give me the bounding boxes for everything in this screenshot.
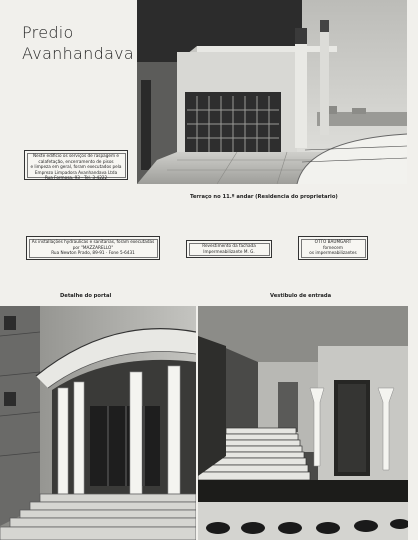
plumbing-ad-line: Rua Newton Prado, 89-91 · Fone 5-6431 — [51, 250, 135, 256]
terrace-caption: Terraço no 11.º andar (Residencia do proprietario) — [190, 194, 338, 200]
plumbing-ad-line: por "MAZZARELLO" — [72, 244, 114, 250]
terrace-photo — [137, 0, 407, 184]
cleaning-ad-line: Neste edificio os serviços de raspagem e — [33, 153, 119, 158]
facade-ad-line: Impermeabilizante M. G. — [203, 248, 255, 254]
title-line-2: Avanhandava — [22, 44, 135, 63]
cleaning-ad-line: Emprezo Limpadora Avanhandava Ltda — [34, 169, 118, 175]
otto-ad-line: os impermeabilizantes — [309, 250, 357, 256]
cleaning-ad-box — [24, 150, 128, 180]
cleaning-ad-line: e limpeza em geral, foram executados pela — [30, 164, 122, 170]
cleaning-ad-line: calafetação, encerramento de pisos — [38, 158, 114, 164]
otto-ad-line: fornecem — [323, 244, 343, 250]
cleaning-ad-line: Rua Formosa, 93 - Tel. 3-4222 — [44, 175, 108, 181]
facade-ad-box — [186, 240, 272, 258]
vestibule-caption: Vestibulo de entrada — [270, 293, 332, 299]
title-line-1: Predio — [22, 23, 74, 42]
page-title — [22, 22, 134, 64]
vestibule-photo — [198, 306, 408, 540]
facade-ad-line: Revestimento da fachada — [202, 243, 256, 248]
otto-ad-box — [298, 236, 368, 260]
plumbing-ad-line: As installações hydraulicas e sanitarias, foram executadas — [31, 239, 155, 244]
otto-ad-line: OTTO BAUMGART — [314, 239, 352, 244]
plumbing-ad-box — [26, 236, 160, 260]
portal-caption: Detalhe do portal — [60, 293, 112, 299]
portal-photo — [0, 306, 196, 540]
